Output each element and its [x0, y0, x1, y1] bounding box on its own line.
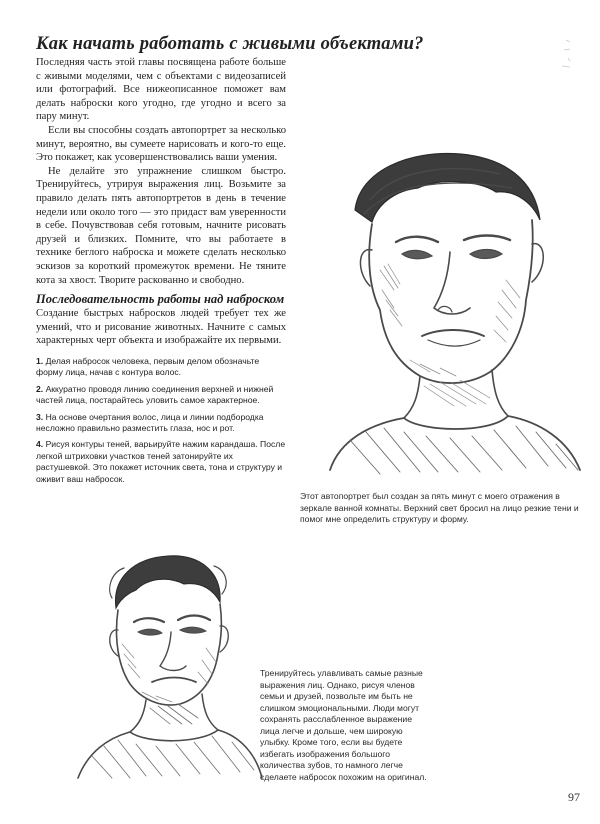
portrait-caption: Этот автопортрет был создан за пять минут с моего отражения в зеркале ванной комнаты. Верхний свет бросил на лицо резкие тени и помог мне определить структуру и форму.: [300, 491, 579, 524]
margin-pencil-marks: [556, 36, 586, 86]
paragraph: Последняя часть этой главы посвящена работе больше с живыми моделями, чем с объектами с видеозаписей или фотографий. Все нижеописанное поможет вам делать наброски кого угодно, где угодно и всего за пару минут.: [36, 57, 286, 123]
steps-list: [36, 356, 286, 485]
step-item: 2. Аккуратно проводя линию соединения верхней и нижней частей лица, постарайтесь уловить самое характерное.: [36, 383, 274, 406]
page-number: 97: [568, 790, 580, 804]
friend-portrait-caption: Тренируйтесь улавливать самые разные выражения лиц. Однако, рисуя членов семьи и друзей, позвольте им быть не слишком эмоциональными. Люди могут сохранять расслабленное выражение лица легче и дольше, чем широкую улыбку. Кроме того, если вы будете избегать изображения большого количества зубов, то намного легче сделаете набросок похожим на оригинал.: [260, 668, 427, 782]
main-text-column: [36, 56, 286, 490]
self-portrait-sketch: [300, 140, 590, 475]
paragraph: Не делайте это упражнение слишком быстро. Тренируйтесь, утрируя выражения лиц. Возьмите за правило делать пять автопортретов в день в течение недели или около того — это придаст вам уверенности в себе. Почувствовав себя готовым, начните рисовать друзей и близких. Помните, что вы работаете в технике беглого наброска и можете сделать несколько эскизов за короткий промежуток времени. Не тяните кота за хвост. Творите раскованно и свободно.: [36, 165, 286, 286]
step-item: 3. На основе очертания волос, лица и линии подбородка несложно правильно разместить глаза, нос и рот.: [36, 411, 264, 433]
step-item: 4. Рисуя контуры теней, варьируйте нажим карандаша. После легкой штриховки участков теней затонируйте их растушевкой. Это покажет источник света, тона и структуру и оживит ваш набросок.: [36, 439, 286, 484]
step-item: 1. Делая набросок человека, первым делом обозначьте форму лица, начав с контура волос.: [36, 355, 260, 378]
portrait-sketch-friend: [72, 548, 268, 780]
paragraph: Создание быстрых набросков людей требует тех же умений, что и рисование животных. Начните с самых характерных черт объекта и изображайте их первыми.: [36, 308, 286, 347]
paragraph: Если вы способны создать автопортрет за несколько минут, вероятно, вы сумеете нарисовать и кого-то еще. Это покажет, как усовершенствовались ваши умения.: [36, 124, 286, 164]
section-subheading: Последовательность работы над наброском: [36, 292, 285, 307]
page-title: Как начать работать с живыми объектами?: [36, 34, 424, 54]
